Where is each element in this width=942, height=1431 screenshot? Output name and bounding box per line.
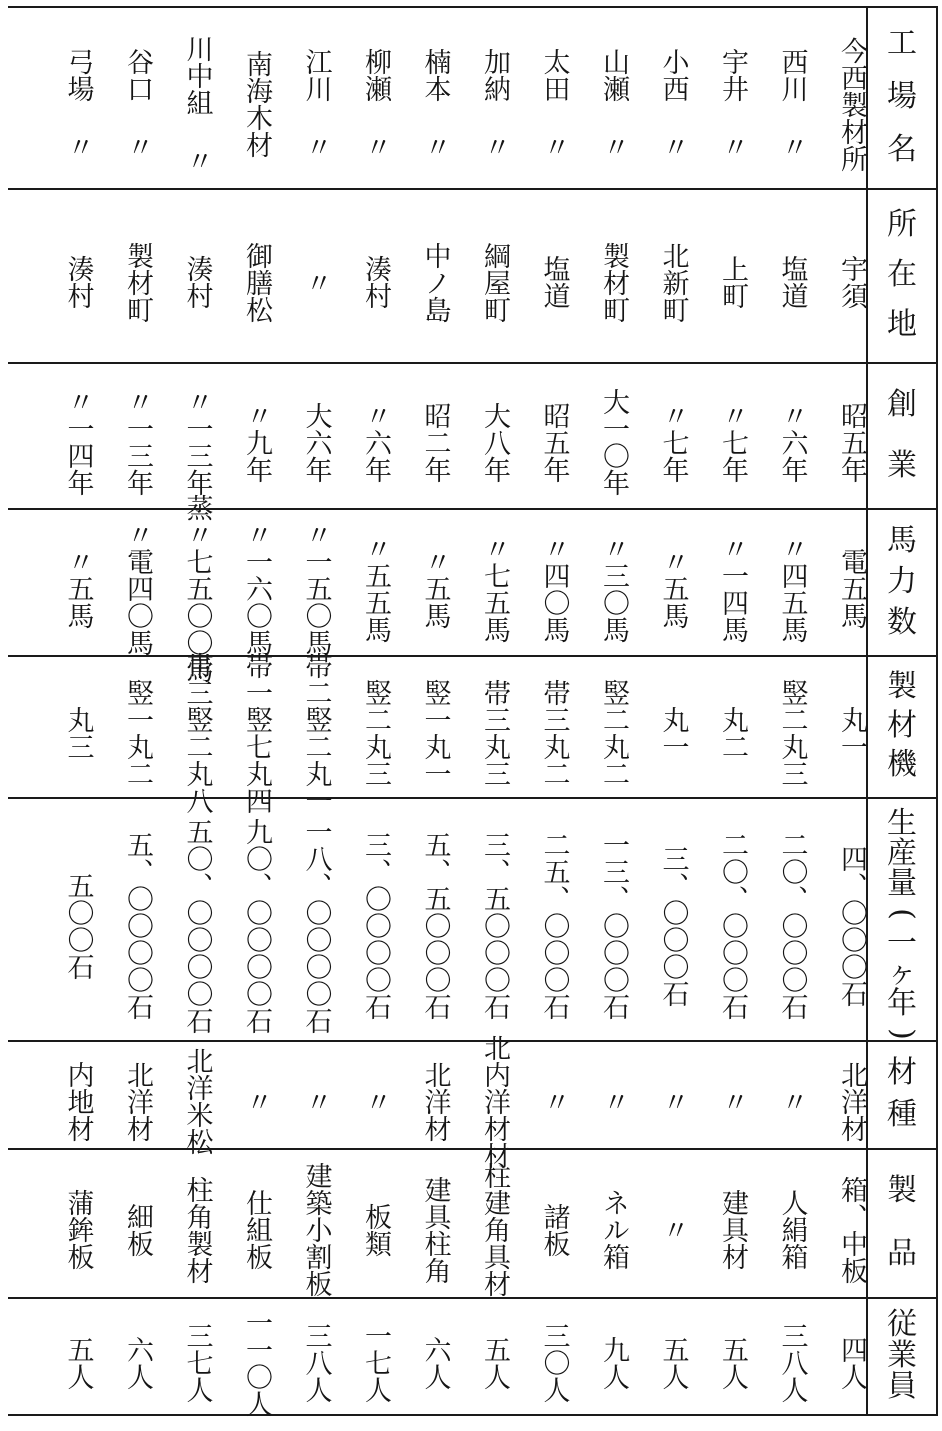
table-cell: 〃 [776, 1087, 808, 1115]
header-employees [868, 1297, 936, 1414]
table-cell: 〃七年 [717, 401, 748, 483]
table-cell: 〃一四馬 [717, 534, 748, 643]
table-cell: 大六年 [300, 401, 332, 483]
table-cell: 一一〇人 [241, 1308, 272, 1417]
table-cell: 〃 [717, 1087, 748, 1115]
table-cell: 御膳松 [241, 241, 272, 323]
table-cell: 柱建角具材 [479, 1162, 510, 1297]
table-cell: 〃一三年 [181, 388, 213, 496]
table-cell: 谷口 〃 [122, 48, 153, 160]
header-char: 生 [887, 806, 917, 841]
header-char: 所 [887, 207, 917, 242]
table-cell: 六人 [122, 1335, 153, 1390]
row-divider [8, 1148, 938, 1150]
header-factory-name [868, 6, 936, 188]
table-cell: 製材町 [598, 241, 629, 323]
table-cell: 〃 [598, 1087, 629, 1115]
row-divider [8, 797, 938, 799]
table-cell: 建具材 [717, 1189, 748, 1270]
table-cell: 北新町 [657, 241, 689, 323]
header-char: 名 [887, 131, 917, 167]
table-cell: 三、〇〇〇〇石 [360, 831, 391, 1020]
row-divider [8, 188, 938, 190]
table-cell: 〃 [241, 1087, 272, 1115]
row-divider [8, 362, 938, 364]
table-cell: 〃五五馬 [360, 534, 391, 643]
table-cell: 竪二丸三 [360, 679, 391, 787]
table-cell: 五人 [62, 1335, 94, 1390]
table-cell: 柱角製材 [181, 1175, 213, 1284]
header-char: 製 [887, 668, 917, 704]
header-char: 従 [887, 1306, 917, 1342]
table-cell: 仕組板 [241, 1189, 272, 1270]
table-cell: 綱屋町 [479, 241, 510, 323]
table-cell: 諸板 [538, 1202, 570, 1257]
table-cell: 〃一六〇馬 [241, 521, 272, 656]
header-char: 製 [887, 1173, 917, 1209]
header-material [868, 1040, 936, 1148]
table-cell: 内地材 [62, 1060, 94, 1142]
table-cell: 竪一丸二 [122, 679, 153, 787]
table-cell: 昭五年 [538, 401, 570, 483]
table-cell: 今西製材所 [836, 36, 867, 172]
table-cell: 西川 〃 [776, 48, 808, 160]
table-cell: 川中組 〃 [181, 34, 213, 174]
header-char: 在 [887, 257, 917, 292]
table-cell: 江川 〃 [300, 48, 332, 160]
table-cell: 帯三丸二 [538, 679, 570, 787]
header-char: 力 [887, 563, 917, 599]
header-char: 量 [887, 866, 917, 901]
header-location [868, 188, 936, 362]
row-divider [8, 1297, 938, 1299]
header-char: 創 [887, 386, 917, 422]
table-cell: 〃 [538, 1087, 570, 1115]
header-char: 業 [887, 1337, 917, 1373]
table-cell: 大八年 [479, 401, 510, 483]
header-char: ヶ [887, 956, 917, 991]
table-cell: 楠本 〃 [419, 48, 451, 160]
table-cell: 九〇、〇〇〇〇石 [241, 817, 272, 1034]
table-cell: 帯三丸三 [479, 679, 510, 787]
row-divider [8, 508, 938, 510]
border-bottom [8, 1414, 938, 1416]
table-cell: 昭五年 [836, 401, 867, 483]
table-cell: 帯一竪七丸四 [241, 652, 272, 814]
header-founded [868, 362, 936, 508]
table-cell: 〃六年 [360, 401, 391, 483]
table-cell: 南海木材 [241, 50, 272, 158]
table-cell: 丸一 [836, 706, 867, 760]
table-cell: 二〇、〇〇〇石 [717, 831, 748, 1020]
table-cell: 建具柱角 [419, 1175, 451, 1284]
table-cell: 蒸〃七五〇〇馬 [181, 494, 213, 683]
table-cell: ネル箱 [598, 1189, 629, 1270]
header-char: 産 [887, 836, 917, 871]
table-cell: 塩道 [776, 255, 808, 309]
table-cell: 細板 [122, 1202, 153, 1257]
header-char: 種 [887, 1097, 917, 1132]
table-cell: 五〇、〇〇〇〇石 [181, 817, 213, 1034]
table-cell: 三八人 [776, 1322, 808, 1403]
header-char: 場 [887, 78, 917, 114]
table-cell: 昭二年 [419, 401, 451, 483]
table-cell: 加納 〃 [479, 48, 510, 160]
header-products [868, 1148, 936, 1297]
table-cell: 三八人 [300, 1322, 332, 1403]
table-cell: 丸三 [62, 706, 94, 760]
table-cell: 製材町 [122, 241, 153, 323]
table-cell: 〃五馬 [62, 548, 94, 629]
header-char: 工 [887, 26, 917, 62]
table-cell: 宇須 [836, 255, 867, 309]
table-cell: 〃一四年 [62, 388, 94, 496]
header-char: ) [885, 1028, 920, 1040]
table-cell: 柳瀬 〃 [360, 48, 391, 160]
table-cell: 五人 [717, 1335, 748, 1390]
header-char: 機 [887, 747, 917, 783]
table-cell: 帯二竪二丸一 [300, 652, 332, 814]
table-cell: 宇井 〃 [717, 48, 748, 160]
table-cell: 五、〇〇〇〇石 [122, 831, 153, 1020]
table-cell: 一八、〇〇〇〇石 [300, 817, 332, 1034]
table-cell: 三七人 [181, 1322, 213, 1403]
table-cell: 〃 [657, 1216, 689, 1243]
header-horsepower [868, 508, 936, 655]
table-cell: 北内洋材材 [479, 1033, 510, 1169]
table-cell: 二〇、〇〇〇石 [776, 831, 808, 1020]
header-char: 材 [887, 707, 917, 743]
table-cell: 湊村 [360, 255, 391, 309]
header-char: 品 [887, 1235, 917, 1271]
table-cell: 〃五馬 [419, 548, 451, 629]
table-cell: 〃四〇馬 [538, 534, 570, 643]
table-cell: 箱、中板 [836, 1175, 867, 1284]
table-cell: 三、五〇〇〇石 [479, 831, 510, 1020]
table-cell: 北洋材 [836, 1060, 867, 1142]
table-cell: 北洋材 [419, 1060, 451, 1142]
table-cell: 〃五馬 [657, 548, 689, 629]
table-cell: 上町 [717, 255, 748, 309]
header-char: ( [885, 908, 920, 920]
table-cell: 〃六年 [776, 401, 808, 483]
table-cell: 〃 [300, 268, 332, 296]
table-cell: 三〇人 [538, 1322, 570, 1403]
table-cell: 一七人 [360, 1322, 391, 1403]
table-cell: 丸一 [657, 706, 689, 760]
table-cell: 板類 [360, 1202, 391, 1257]
table-cell: 建築小割板 [300, 1162, 332, 1297]
table-cell: 小西 〃 [657, 48, 689, 160]
table-cell: 帯三竪二丸八 [181, 652, 213, 814]
table-cell: 五〇〇石 [62, 871, 94, 980]
header-char: 員 [887, 1368, 917, 1404]
table-cell: 中ノ島 [419, 241, 451, 323]
header-char: 一 [887, 926, 917, 961]
table-cell: 五、五〇〇〇石 [419, 831, 451, 1020]
header-char: 年 [887, 986, 917, 1021]
table-cell: 竪二丸二 [598, 679, 629, 787]
table-cell: 湊村 [62, 255, 94, 309]
table-cell: 太田 〃 [538, 48, 570, 160]
table-cell: 六人 [419, 1335, 451, 1390]
row-divider [8, 1040, 938, 1042]
table-cell: 一三、〇〇〇石 [598, 831, 629, 1020]
table-cell: 〃七五馬 [479, 534, 510, 643]
table-cell: 四人 [836, 1335, 867, 1390]
header-sawmill-machines [868, 655, 936, 797]
table-cell: 弓場 〃 [62, 48, 94, 160]
table-cell: 〃三〇馬 [598, 534, 629, 643]
header-char: 数 [887, 604, 917, 640]
header-char: 業 [887, 447, 917, 483]
table-cell: 湊村 [181, 255, 213, 309]
table-cell: 四、〇〇〇石 [836, 844, 867, 1007]
table-cell: 山瀬 〃 [598, 48, 629, 160]
table-cell: 〃 [360, 1087, 391, 1115]
table-cell: 〃 [657, 1087, 689, 1115]
table-cell: 五人 [479, 1335, 510, 1390]
table-cell: 大一〇年 [598, 388, 629, 496]
table-cell: 人絹箱 [776, 1189, 808, 1270]
table-cell: 三、〇〇〇石 [657, 844, 689, 1007]
table-cell: 〃一五〇馬 [300, 521, 332, 656]
table-cell: 〃四五馬 [776, 534, 808, 643]
table-cell: 五人 [657, 1335, 689, 1390]
table-cell: 〃九年 [241, 401, 272, 483]
header-production [868, 797, 936, 1040]
table-cell: 電五馬 [836, 548, 867, 629]
header-char: 地 [887, 307, 917, 342]
table-cell: 〃七年 [657, 401, 689, 483]
header-char: 馬 [887, 522, 917, 558]
table-cell: 九人 [598, 1335, 629, 1390]
table-cell: 丸二 [717, 706, 748, 760]
table-cell: 二五、〇〇〇石 [538, 831, 570, 1020]
table-cell: 蒲鉾板 [62, 1189, 94, 1270]
table-cell: 北洋米松 [181, 1047, 213, 1155]
border-right [936, 6, 938, 1414]
table-cell: 北洋材 [122, 1060, 153, 1142]
header-char: 材 [887, 1055, 917, 1090]
table-cell: 塩道 [538, 255, 570, 309]
row-divider [8, 655, 938, 657]
table-cell: 竪一丸一 [419, 679, 451, 787]
table-cell: 〃電四〇馬 [122, 521, 153, 656]
table-cell: 〃 [300, 1087, 332, 1115]
table-cell: 竪二丸三 [776, 679, 808, 787]
table-cell: 〃一三年 [122, 388, 153, 496]
